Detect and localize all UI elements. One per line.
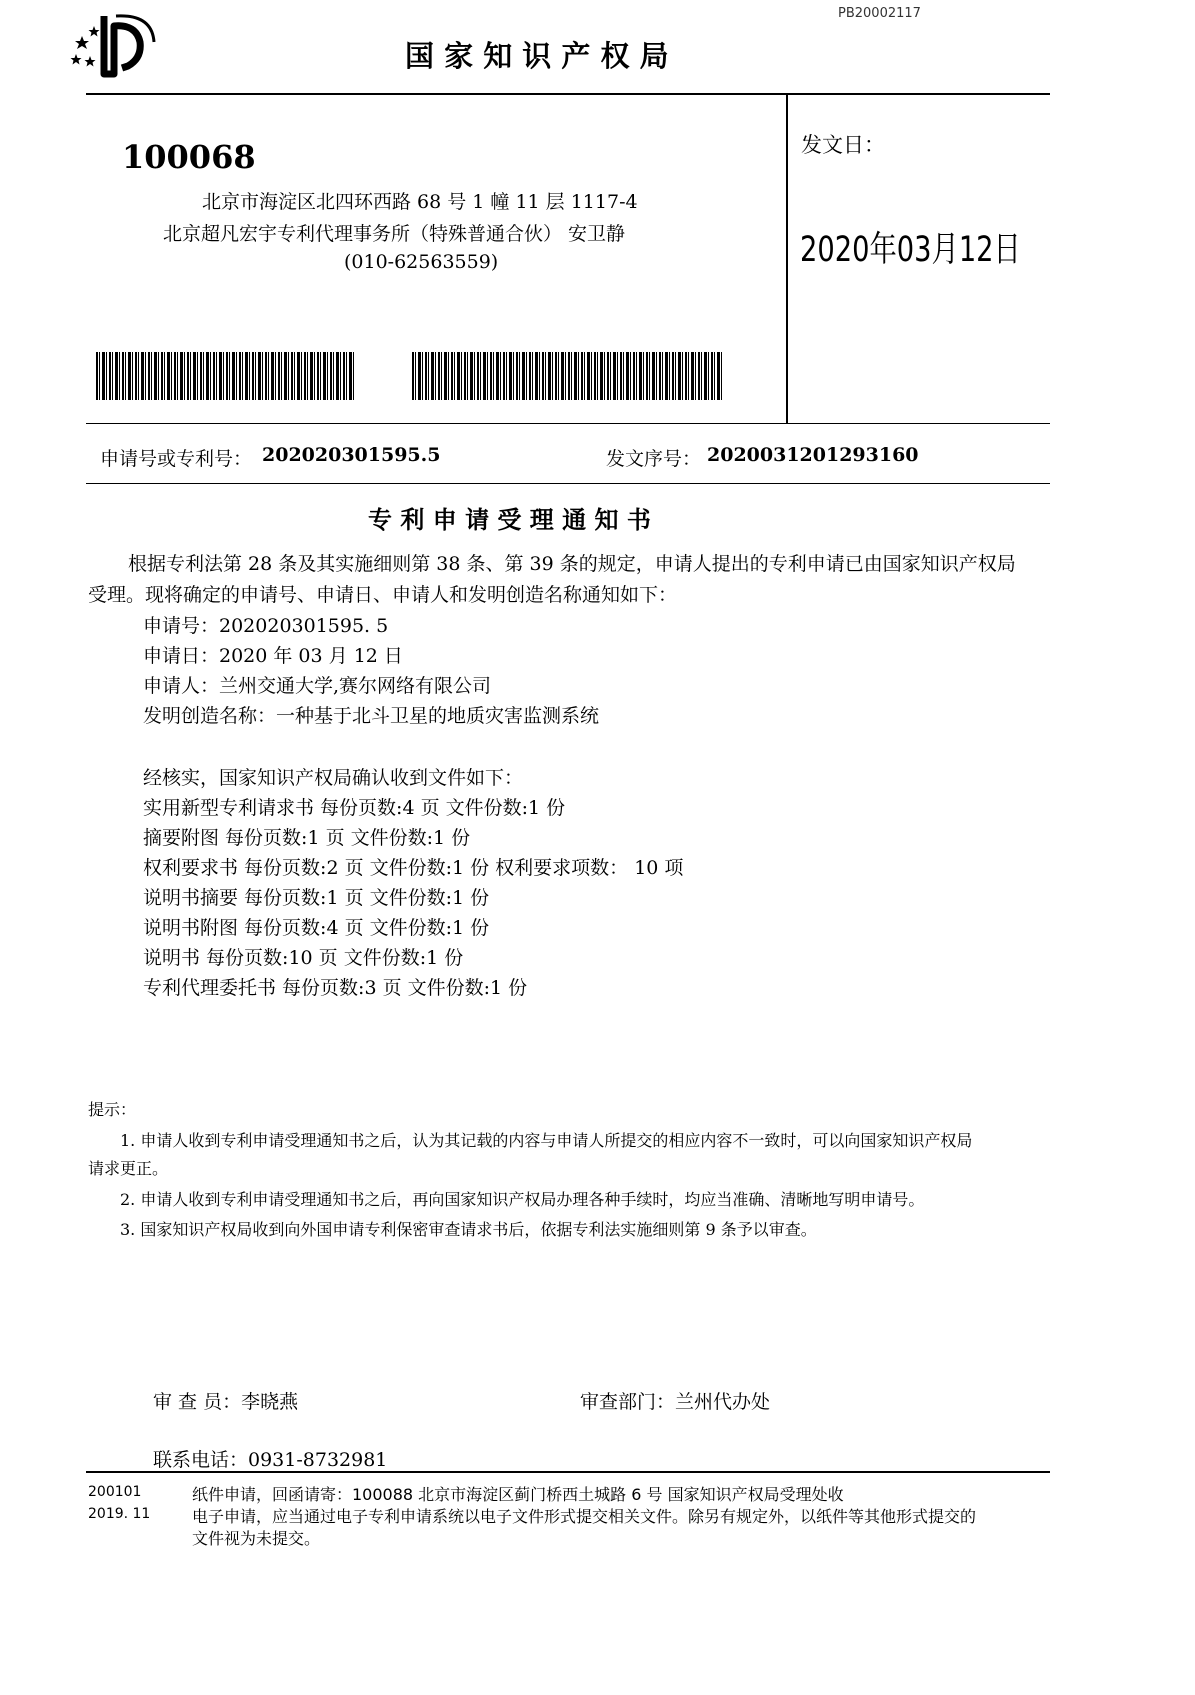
- intro-line-2: 受理。现将确定的申请号、申请日、申请人和发明创造名称通知如下：: [88, 584, 678, 606]
- received-item: 实用新型专利请求书 每份页数:4 页 文件份数:1 份: [143, 797, 566, 819]
- application-date-line: 申请日：2020 年 03 月 12 日: [143, 645, 403, 667]
- note-2: 2. 申请人收到专利申请受理通知书之后，再向国家知识产权局办理各种手续时，均应当准确、清晰地写明申请号。: [120, 1190, 925, 1209]
- invention-name-line: 发明创造名称：一种基于北斗卫星的地质灾害监测系统: [143, 705, 600, 727]
- footer-line-3: 文件视为未提交。: [192, 1529, 321, 1548]
- form-version: 2019. 11: [88, 1506, 151, 1522]
- addressee-phone: (010-62563559): [344, 251, 499, 273]
- issue-date-label: 发文日：: [801, 133, 885, 157]
- document-serial-label: 发文序号：: [606, 448, 702, 470]
- application-number: 202020301595.5: [262, 444, 441, 466]
- numbers-rule-top: [86, 423, 1050, 424]
- received-heading: 经核实，国家知识产权局确认收到文件如下：: [143, 767, 524, 789]
- contact-phone: 联系电话：0931-8732981: [153, 1449, 388, 1471]
- postcode: 100068: [122, 138, 256, 176]
- application-number-line: 申请号：202020301595. 5: [143, 615, 389, 637]
- received-item: 权利要求书 每份页数:2 页 文件份数:1 份 权利要求项数： 10 项: [143, 857, 684, 879]
- document-serial: 2020031201293160: [707, 444, 919, 466]
- received-item: 说明书 每份页数:10 页 文件份数:1 份: [143, 947, 464, 969]
- notes-heading: 提示：: [88, 1100, 137, 1119]
- received-item: 专利代理委托书 每份页数:3 页 文件份数:1 份: [143, 977, 528, 999]
- addressee-address: 北京市海淀区北四环西路 68 号 1 幢 11 层 1117-4: [202, 191, 638, 213]
- issue-date: 2020年03月12日: [800, 230, 1021, 270]
- received-item: 说明书附图 每份页数:4 页 文件份数:1 份: [143, 917, 490, 939]
- examiner: 审 查 员：李晓燕: [153, 1391, 299, 1413]
- applicant-line: 申请人：兰州交通大学,赛尔网络有限公司: [143, 675, 492, 697]
- footer-line-2: 电子申请，应当通过电子专利申请系统以电子文件形式提交相关文件。除另有规定外，以纸件等其他形式提交的: [192, 1507, 977, 1526]
- addressee-agency: 北京超凡宏宇专利代理事务所（特殊普通合伙） 安卫静: [163, 223, 626, 245]
- cnipa-logo-icon: [70, 12, 160, 78]
- footer-rule: [86, 1471, 1050, 1473]
- received-item: 说明书摘要 每份页数:1 页 文件份数:1 份: [143, 887, 490, 909]
- form-code: 200101: [88, 1484, 142, 1500]
- notice-title: 专 利 申 请 受 理 通 知 书: [368, 506, 651, 534]
- intro-line-1: 根据专利法第 28 条及其实施细则第 38 条、第 39 条的规定，申请人提出的专利申请已由国家知识产权局: [128, 553, 1016, 575]
- numbers-rule-bottom: [86, 483, 1050, 484]
- examination-department: 审查部门：兰州代办处: [580, 1391, 771, 1413]
- office-name: 国 家 知 识 产 权 局: [405, 39, 669, 73]
- application-number-label: 申请号或专利号：: [100, 448, 253, 470]
- box-divider: [786, 95, 788, 423]
- header-rule: [86, 93, 1050, 95]
- barcode-left: [96, 352, 356, 400]
- note-1: 1. 申请人收到专利申请受理通知书之后，认为其记载的内容与申请人所提交的相应内容不一致时，可以向国家知识产权局: [120, 1131, 973, 1150]
- barcode-right: [412, 352, 724, 400]
- document-code: PB20002117: [838, 6, 921, 21]
- footer-line-1: 纸件申请，回函请寄：100088 北京市海淀区蓟门桥西土城路 6 号 国家知识产权局受理处收: [192, 1485, 844, 1504]
- note-3: 3. 国家知识产权局收到向外国申请专利保密审查请求书后，依据专利法实施细则第 9 条予以审查。: [120, 1220, 817, 1239]
- received-item: 摘要附图 每份页数:1 页 文件份数:1 份: [143, 827, 471, 849]
- note-1-continued: 请求更正。: [88, 1159, 169, 1178]
